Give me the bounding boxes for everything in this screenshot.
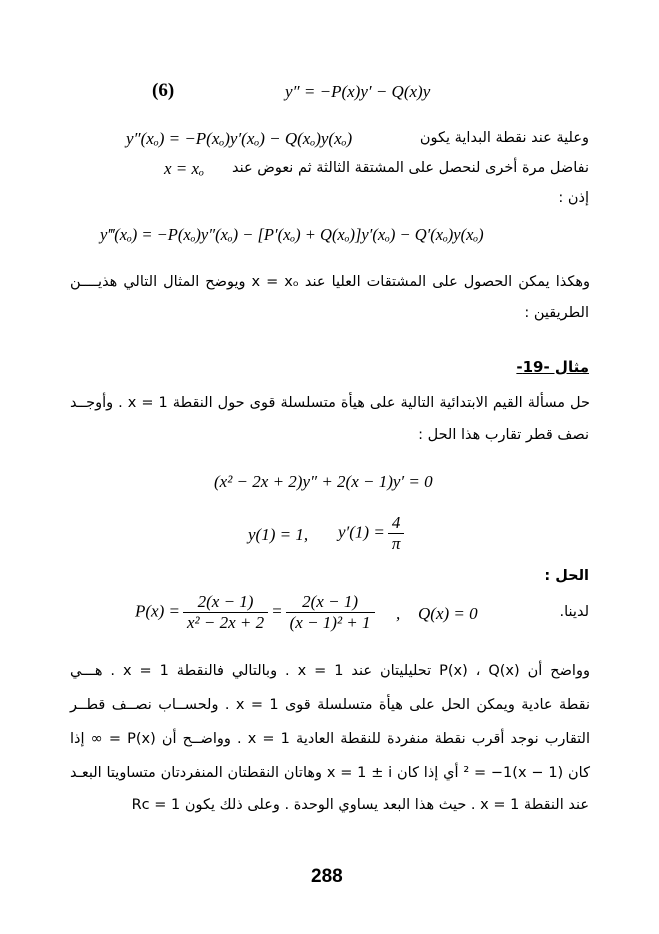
solution-line-3: التقارب نوجد أقرب نقطة منفردة للنقطة العادية x = 1 . وواضــح أن P(x) = ∞ إذا <box>70 731 590 747</box>
initial-condition-yprime <box>338 513 407 554</box>
ode-equation: (x² − 2x + 2)y″ + 2(x − 1)y′ = 0 <box>214 472 433 491</box>
solution-line-4: كان (x − 1)² = −1 أي إذا كان x = 1 ± i وهاتان النقطتان المنفردتان متساويتا البعـد <box>70 765 590 781</box>
p-lhs: P(x) = <box>135 601 180 621</box>
example-line-2: نصف قطر تقارب هذا الحل : <box>418 427 589 443</box>
q-of-x-definition: Q(x) = 0 <box>418 604 478 623</box>
fraction-1-numerator: 2(x − 1) <box>197 592 254 611</box>
third-derivative-equation: y‴(xₒ) = −P(xₒ)y″(xₒ) − [P′(xₒ) + Q(xₒ)]y′(xₒ) − Q′(xₒ)y(xₒ) <box>100 225 484 244</box>
comma-separator: , <box>396 604 401 623</box>
equals-sign: = <box>271 601 283 621</box>
example-heading: مثال -19- <box>516 358 589 376</box>
solution-heading: الحل : <box>544 568 589 584</box>
fraction-1-denominator: x² − 2x + 2 <box>183 612 268 633</box>
paragraph-2-line-2: الطريقين : <box>524 305 589 321</box>
paragraph-1-line-1: وعلية عند نقطة البداية يكون <box>419 130 589 146</box>
fraction-2-denominator: (x − 1)² + 1 <box>286 612 375 633</box>
solution-line-1: وواضح أن P(x) ، Q(x) تحليليتان عند x = 1 . وبالتالي فالنقطة x = 1 . هـــي <box>70 663 590 679</box>
fraction-1 <box>183 592 268 633</box>
fraction-numerator: 4 <box>391 513 401 532</box>
x-equals-x0: x = xₒ <box>164 159 204 178</box>
fraction-denominator: π <box>388 533 405 554</box>
paragraph-1-line-3: إذن : <box>558 190 589 206</box>
paragraph-2-line-1: وهكذا يمكن الحصول على المشتقات العليا عند x = xₒ ويوضح المثال التالي هذيــــن <box>70 274 590 290</box>
solution-line-2: نقطة عادية ويمكن الحل على هيأة متسلسلة قوى x = 1 . ولحســاب نصــف قطــر <box>70 697 590 713</box>
initial-yprime-lhs: y′(1) = <box>338 522 385 542</box>
ladayna-label: لدينا. <box>559 604 589 620</box>
second-derivative-at-x0: y″(xₒ) = −P(xₒ)y′(xₒ) − Q(xₒ)y(xₒ) <box>126 129 353 148</box>
equation-6: y″ = −P(x)y′ − Q(x)y <box>285 82 431 101</box>
p-of-x-definition <box>135 592 378 633</box>
initial-condition-y: y(1) = 1, <box>248 525 309 544</box>
fraction-2 <box>286 592 375 633</box>
four-over-pi-fraction <box>388 513 405 554</box>
fraction-2-numerator: 2(x − 1) <box>302 592 358 611</box>
solution-line-5: عند النقطة x = 1 . حيث هذا البعد يساوي الوحدة . وعلى ذلك يكون Rc = 1 <box>131 797 589 813</box>
paragraph-1-line-2: نفاضل مرة أخرى لنحصل على المشتقة الثالثة ثم نعوض عند <box>232 160 589 176</box>
page-number: 288 <box>311 866 343 887</box>
example-line-1: حل مسألة القيم الابتدائية التالية على هيأة متسلسلة قوى حول النقطة x = 1 . وأوجــد <box>70 395 590 411</box>
equation-number: (6) <box>152 80 175 101</box>
